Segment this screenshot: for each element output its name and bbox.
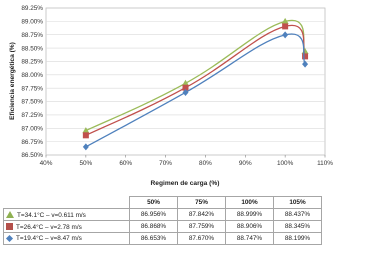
table-row [4, 221, 322, 233]
table-row [4, 233, 322, 245]
table-cell: 86.653% [130, 233, 178, 245]
series-name: T=34.1°C – v=0.611 m/s [17, 211, 86, 219]
y-tick-label: 89.25% [21, 5, 43, 13]
table-header-cell: 75% [178, 197, 226, 209]
data-table [3, 196, 322, 245]
y-axis-label: Eficiencia energética (%) [9, 42, 16, 120]
y-tick-label: 87.25% [21, 112, 43, 120]
table-cell: 88.747% [226, 233, 274, 245]
x-axis-ticks [40, 155, 334, 167]
legend-entry [4, 233, 130, 245]
x-tick-label: 110% [317, 160, 333, 167]
table-cell: 88.906% [226, 221, 274, 233]
x-tick-label: 60% [119, 160, 133, 167]
table-corner [4, 197, 130, 209]
y-tick-label: 86.75% [21, 138, 43, 146]
x-tick-label: 50% [79, 160, 93, 167]
x-tick-label: 70% [159, 160, 172, 167]
square-marker-icon [6, 223, 13, 230]
square-point [83, 132, 89, 138]
y-tick-label: 89.00% [21, 18, 43, 26]
table-cell: 87.670% [178, 233, 226, 245]
y-tick-label: 87.50% [21, 98, 43, 106]
y-tick-label: 88.50% [21, 45, 43, 53]
series-name: T=26.4°C – v=2.78 m/s [16, 223, 82, 231]
table-cell: 88.345% [274, 221, 322, 233]
diamond-marker-icon [6, 235, 13, 242]
legend-entry [4, 209, 130, 221]
table-header-cell: 50% [130, 197, 178, 209]
y-tick-label: 88.75% [21, 31, 43, 39]
square-point [302, 53, 308, 59]
x-tick-label: 100% [276, 160, 294, 167]
y-tick-label: 88.25% [21, 58, 43, 66]
triangle-marker-icon [6, 211, 14, 218]
table-cell: 87.842% [178, 209, 226, 221]
table-header-cell: 100% [226, 197, 274, 209]
y-tick-label: 87.00% [21, 125, 43, 133]
table-cell: 86.956% [130, 209, 178, 221]
legend-entry [4, 221, 130, 233]
table-header-row [4, 197, 322, 209]
x-tick-label: 80% [199, 160, 212, 167]
table-cell: 88.999% [226, 209, 274, 221]
table-cell: 86.868% [130, 221, 178, 233]
x-axis-label: Regimen de carga (%) [150, 180, 220, 187]
y-tick-label: 87.75% [21, 85, 43, 93]
x-tick-label: 40% [39, 160, 53, 167]
table-cell: 88.199% [274, 233, 322, 245]
square-point [282, 23, 288, 29]
series-name: T=19.4°C – v=8.47 m/s [16, 235, 82, 242]
table-row [4, 209, 322, 221]
table-cell: 87.759% [178, 221, 226, 233]
y-tick-label: 86.50% [21, 152, 43, 160]
x-tick-label: 90% [238, 160, 252, 167]
table-header-cell: 105% [274, 197, 322, 209]
y-axis-ticks [21, 5, 43, 159]
table-cell: 88.437% [274, 209, 322, 221]
y-tick-label: 88.00% [21, 72, 43, 80]
